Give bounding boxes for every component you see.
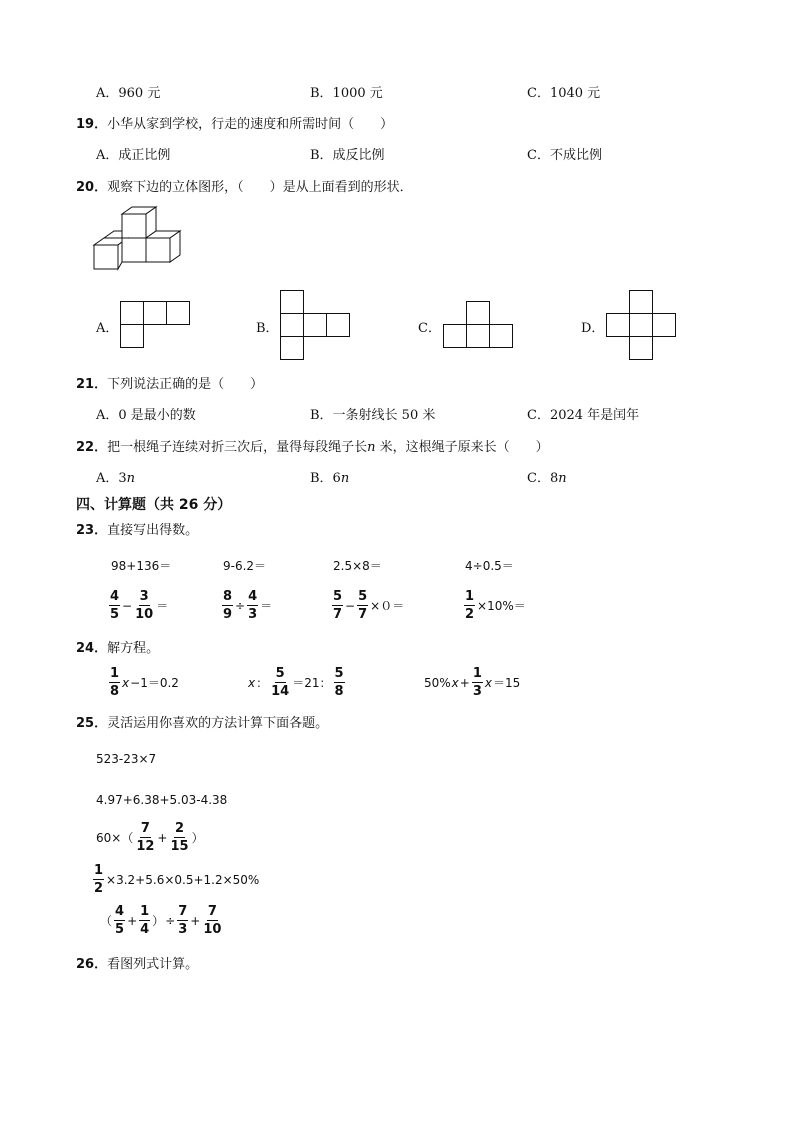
q20-option-d-label: D． (581, 321, 605, 336)
question-20 (76, 176, 413, 195)
equation-2: x ： $\frac{5}{14}$ ＝21： $\frac{5}{8}$ (248, 666, 344, 699)
question-text: 解方程。 (107, 641, 160, 656)
calc-item-fraction-4: $\frac{1}{2}$ ×10%＝ (465, 589, 526, 622)
q21-option-b: B．一条射线长 50 米 (310, 408, 436, 423)
question-number: 26． (76, 957, 108, 972)
calc-line-5: （ $\frac{4}{5}$ + $\frac{1}{4}$ ） ÷ $\frac{7}{3}$ + $\frac{7}{10}$ (100, 904, 222, 937)
q22-option-a: A．3n (96, 471, 136, 486)
q19-option-c: C．不成比例 (527, 148, 602, 163)
equation-3: 50% x + $\frac{1}{3}$ x ＝15 (424, 666, 521, 699)
q21-option-c: C．2024 年是闰年 (527, 408, 640, 423)
question-text: 看图列式计算。 (107, 957, 199, 972)
question-number: 22． (76, 440, 108, 455)
calc-item: 4÷0.5＝ (465, 559, 514, 573)
calc-line-2: 4.97+6.38+5.03-4.38 (96, 793, 228, 807)
calc-item: 2.5×8＝ (333, 559, 382, 573)
equation-1: $\frac{1}{8}$ x −1＝0.2 (110, 666, 179, 699)
question-text-part-1: 把一根绳子连续对折三次后，量得每段绳子长 (107, 440, 368, 455)
question-text: 小华从家到学校，行走的速度和所需时间（ ） (107, 117, 394, 132)
question-text: 直接写出得数。 (107, 523, 199, 538)
calc-item-fraction-2: $\frac{8}{9}$ ÷ $\frac{4}{3}$ ＝ (223, 589, 273, 622)
q20-option-b-shape (280, 290, 352, 360)
q20-option-a-label: A． (96, 321, 119, 336)
question-23 (76, 519, 198, 538)
question-number: 25． (76, 716, 108, 731)
cube-stack-figure (88, 205, 188, 277)
question-text: 下列说法正确的是（ ） (107, 377, 264, 392)
question-25 (76, 712, 328, 731)
question-22 (76, 436, 549, 455)
question-number: 19． (76, 117, 108, 132)
q19-option-b: B．成反比例 (310, 148, 385, 163)
q22-option-b: B．6n (310, 471, 350, 486)
question-24 (76, 637, 159, 656)
question-number: 23． (76, 523, 108, 538)
calc-item-fraction-1: $\frac{4}{5}$ − $\frac{3}{10}$ ＝ (110, 589, 169, 622)
calc-item-fraction-3: $\frac{5}{7}$ − $\frac{5}{7}$ ×０＝ (333, 589, 405, 622)
question-text: 观察下边的立体图形，（ ）是从上面看到的形状． (107, 180, 413, 195)
question-text-part-2: 米，这根绳子原来长（ ） (375, 440, 549, 455)
section-title: 四、计算题（共 26 分） (76, 497, 232, 513)
question-number: 21． (76, 377, 108, 392)
q20-option-a-shape (120, 301, 192, 349)
question-19 (76, 113, 393, 132)
calc-line-1: 523-23×7 (96, 752, 157, 766)
question-number: 20． (76, 180, 108, 195)
q21-option-a: A．0 是最小的数 (96, 408, 196, 423)
question-number: 24． (76, 641, 108, 656)
q22-option-c: C．8n (527, 471, 567, 486)
calc-line-3: 60×（ $\frac{7}{12}$ + $\frac{2}{15}$ ） (96, 821, 204, 854)
q20-option-d-shape (606, 290, 678, 360)
q19-option-a: A．成正比例 (96, 148, 171, 163)
question-text: 灵活运用你喜欢的方法计算下面各题。 (107, 716, 329, 731)
q18-option-c: C．1040 元 (527, 86, 601, 101)
q20-option-c-label: C． (418, 321, 441, 336)
calc-line-4: $\frac{1}{2}$ ×3.2+5.6×0.5+1.2×50% (94, 863, 260, 896)
q20-option-b-label: B． (256, 321, 279, 336)
calc-item: 98+136＝ (111, 559, 172, 573)
q20-option-c-shape (443, 301, 515, 349)
question-26 (76, 953, 198, 972)
q18-option-b: B．1000 元 (310, 86, 383, 101)
calc-item: 9-6.2＝ (223, 559, 267, 573)
variable-n: n (367, 440, 376, 455)
question-21 (76, 373, 263, 392)
q18-option-a: A．960 元 (96, 86, 161, 101)
